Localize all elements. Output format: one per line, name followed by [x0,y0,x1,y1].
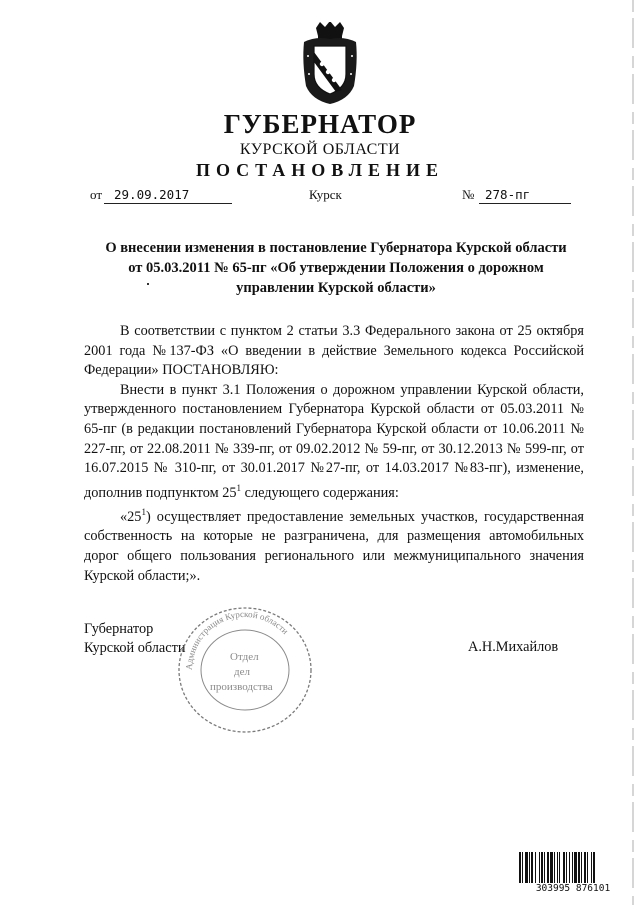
document-city: Курск [309,187,342,202]
barcode-bar [557,852,558,884]
coat-of-arms-emblem [298,22,362,106]
barcode-bar [574,852,577,884]
body-paragraph-new-subclause [84,503,584,586]
document-number: 278-пг [485,187,531,202]
date-prefix: от [90,187,103,202]
amendment-tail: следующего содержания: [244,484,399,501]
barcode-bar [554,852,555,884]
stray-dot [147,283,149,285]
barcode-bar [544,852,545,884]
barcode-bar [569,852,570,884]
barcode-bar [519,852,521,884]
body-paragraph-preamble: В соответствии с пунктом 2 статьи 3.3 Федерального закона от 25 октября 2001 года №137-ФЗ «О введении в действие Земельного кодекса Российской Федерации» ПОСТАНОВЛЯЮ: [84,323,584,379]
barcode-bar [563,852,565,884]
document-issuer-title: ГУБЕРНАТОР [223,109,417,139]
stamp-ring-text: Администрация Курской области [183,608,291,671]
barcode-bar [566,852,567,884]
barcode-bar [581,852,582,884]
document-issuer-region: КУРСКОЙ ОБЛАСТИ [239,141,401,158]
signatory-position-line-1: Губернатор [84,621,154,637]
barcode-bar [593,852,595,884]
document-type-title: ПОСТАНОВЛЕНИЕ [195,160,445,180]
signatory-position-line-2: Курской области [84,640,186,656]
barcode-bar [578,852,580,884]
stamp-inner-line-3: производства [210,681,273,693]
barcode-bar [591,852,592,884]
signatory-name: А.Н.Михайлов [468,639,559,655]
amendment-text: Внести в пункт 3.1 Положения о дорожном управлении Курской области, утвержденного постановлением Губернатора Курской области от 05.03.2011 № 65-пг (в редакции постановлений Губернатора Курской области от 10.06.2011 № 227-пг, от 22.08.2011 № 339-пг, от 09.02.2012 № 59-пг, от 30.12.2013 № 599-пг, от 16.07.2015 № 310-пг, от 30.01.2017 №27-пг, от 14.03.2017 №83-пг), изменение, дополнив подпунктом 25 [84,381,584,501]
barcode-bar [539,852,540,884]
document-subject [80,238,592,298]
barcode-bar [522,852,523,884]
barcode-bar [535,852,536,884]
document-date: 29.09.2017 [114,187,190,202]
barcode-bar [529,852,530,884]
barcode-bar [547,852,549,884]
stamp-inner-line-2: дел [234,666,250,678]
barcode-bar [541,852,543,884]
number-prefix: № [462,187,475,202]
subject-line-1: О внесении изменения в постановление Губернатора Курской области [105,240,567,256]
document-body [84,322,584,586]
amendment-superscript: 1 [236,482,242,493]
body-paragraph-amendment [84,381,584,503]
stamp-inner-line-1: Отдел [230,651,259,663]
barcode-bar [584,852,586,884]
barcode-bar [531,852,533,884]
scan-edge-line [632,0,634,905]
barcode-number: 303995 876101 [519,883,627,895]
subclause-superscript: 1 [141,507,146,518]
subject-line-2: от 05.03.2011 № 65-пг «Об утверждении Положения о дорожном [128,260,544,276]
subject-line-3: управлении Курской области» [236,280,436,296]
barcode-bar [559,852,560,884]
subclause-number: «25 [120,508,142,525]
barcode-bar [550,852,553,884]
barcode-bar [587,852,588,884]
subclause-text: ) осуществляет предоставление земельных участков, государственная собственность на которые не разграничена, для размещения автомобильных дорог общего пользования регионального или межмуниципального значения Курской области;». [84,508,584,584]
barcode-bar [572,852,573,884]
barcode-bar [525,852,528,884]
official-stamp [170,598,320,738]
